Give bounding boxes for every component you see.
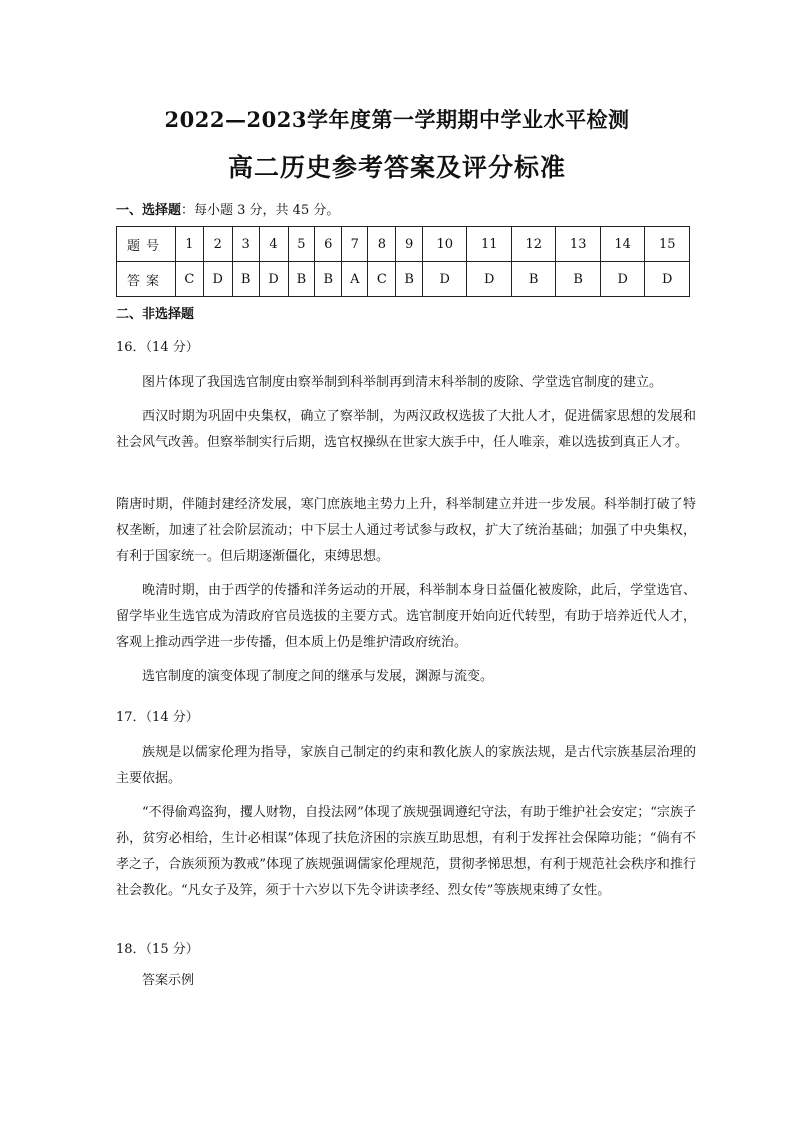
answer-cell: B [511,262,555,297]
question-number: 13 [556,227,600,262]
answer-cell: D [645,262,690,297]
q17-number: 17．（14 分） [116,710,199,725]
answer-cell: B [315,262,342,297]
question-number: 11 [467,227,511,262]
answer-cell: B [396,262,423,297]
answer-cell: D [259,262,288,297]
question-number: 3 [232,227,259,262]
q18-number: 18．（15 分） [116,942,199,957]
document-title: 2022—2023学年度第一学期期中学业水平检测 [164,107,630,132]
question-number: 14 [600,227,644,262]
question-number: 15 [645,227,690,262]
q16-paragraph-5: 选官制度的演变体现了制度之间的继承与发展，渊源与流变。 [142,669,494,684]
question-number: 8 [368,227,396,262]
q16-paragraph-4: 晚清时期，由于西学的传播和洋务运动的开展，科举制本身日益僵化被废除，此后，学堂选官、留学毕业生选官成为清政府官员选拔的主要方式。选官制度开始向近代转型，有助于培养近代人才，客观上推动西学进一步传播，但本质上仍是维护清政府统治。 [116,583,696,650]
answer-table-answer-row [117,262,690,297]
answer-table-number-row [117,227,690,262]
question-number: 9 [396,227,423,262]
section2-heading: 二、非选择题 [116,307,195,322]
question-number: 1 [176,227,204,262]
question-number: 10 [423,227,467,262]
answer-table [116,226,690,297]
answer-cell: D [467,262,511,297]
document-subtitle: 高二历史参考答案及评分标准 [227,153,566,182]
q17-paragraph-2: “不得偷鸡盗狗，攫人财物，自投法网”体现了族规强调遵纪守法，有助于维护社会安定；“宗族子孙，贫穷必相给，生计必相谋”体现了扶危济困的宗族互助思想，有利于发挥社会保障功能；“倘有不孝之子，合族须预为教戒”体现了族规强调儒家伦理规范，贯彻孝悌思想，有利于规范社会秩序和推行社会教化。“凡女子及笄，须于十六岁以下先令讲读孝经、烈女传”等族规束缚了女性。 [116,805,696,898]
question-number: 12 [511,227,555,262]
question-number: 7 [342,227,368,262]
section1-note: ：每小题 3 分，共 45 分。 [181,203,340,218]
answer-cell: D [600,262,644,297]
q16-number: 16．（14 分） [116,340,199,355]
section1-heading [116,199,339,218]
answer-cell: B [556,262,600,297]
q18-paragraph-1: 答案示例 [142,973,195,988]
answer-cell: D [203,262,232,297]
row-label-answer: 答案 [117,262,176,297]
answer-cell: C [368,262,396,297]
q16-paragraph-2: 西汉时期为巩固中央集权，确立了察举制，为两汉政权选拔了大批人才，促进儒家思想的发展和社会风气改善。但察举制实行后期，选官权操纵在世家大族手中，任人唯亲，难以选拔到真正人才。 [116,409,696,450]
q17-paragraph-1: 族规是以儒家伦理为指导，家族自己制定的约束和教化族人的家族法规，是古代宗族基层治理的主要依据。 [116,745,696,786]
row-label-number: 题号 [117,227,176,262]
question-number: 5 [288,227,315,262]
question-number: 4 [259,227,288,262]
question-number: 6 [315,227,342,262]
question-number: 2 [203,227,232,262]
q16-paragraph-3: 隋唐时期，伴随封建经济发展，寒门庶族地主势力上升，科举制建立并进一步发展。科举制打破了特权垄断，加速了社会阶层流动；中下层士人通过考试参与政权，扩大了统治基础；加强了中央集权，有利于国家统一。但后期逐渐僵化，束缚思想。 [116,497,696,564]
answer-cell: B [288,262,315,297]
answer-cell: A [342,262,368,297]
answer-cell: B [232,262,259,297]
answer-cell: D [423,262,467,297]
answer-cell: C [176,262,204,297]
section1-title: 一、选择题 [116,203,182,218]
q16-paragraph-1: 图片体现了我国选官制度由察举制到科举制再到清末科举制的废除、学堂选官制度的建立。 [142,375,663,390]
